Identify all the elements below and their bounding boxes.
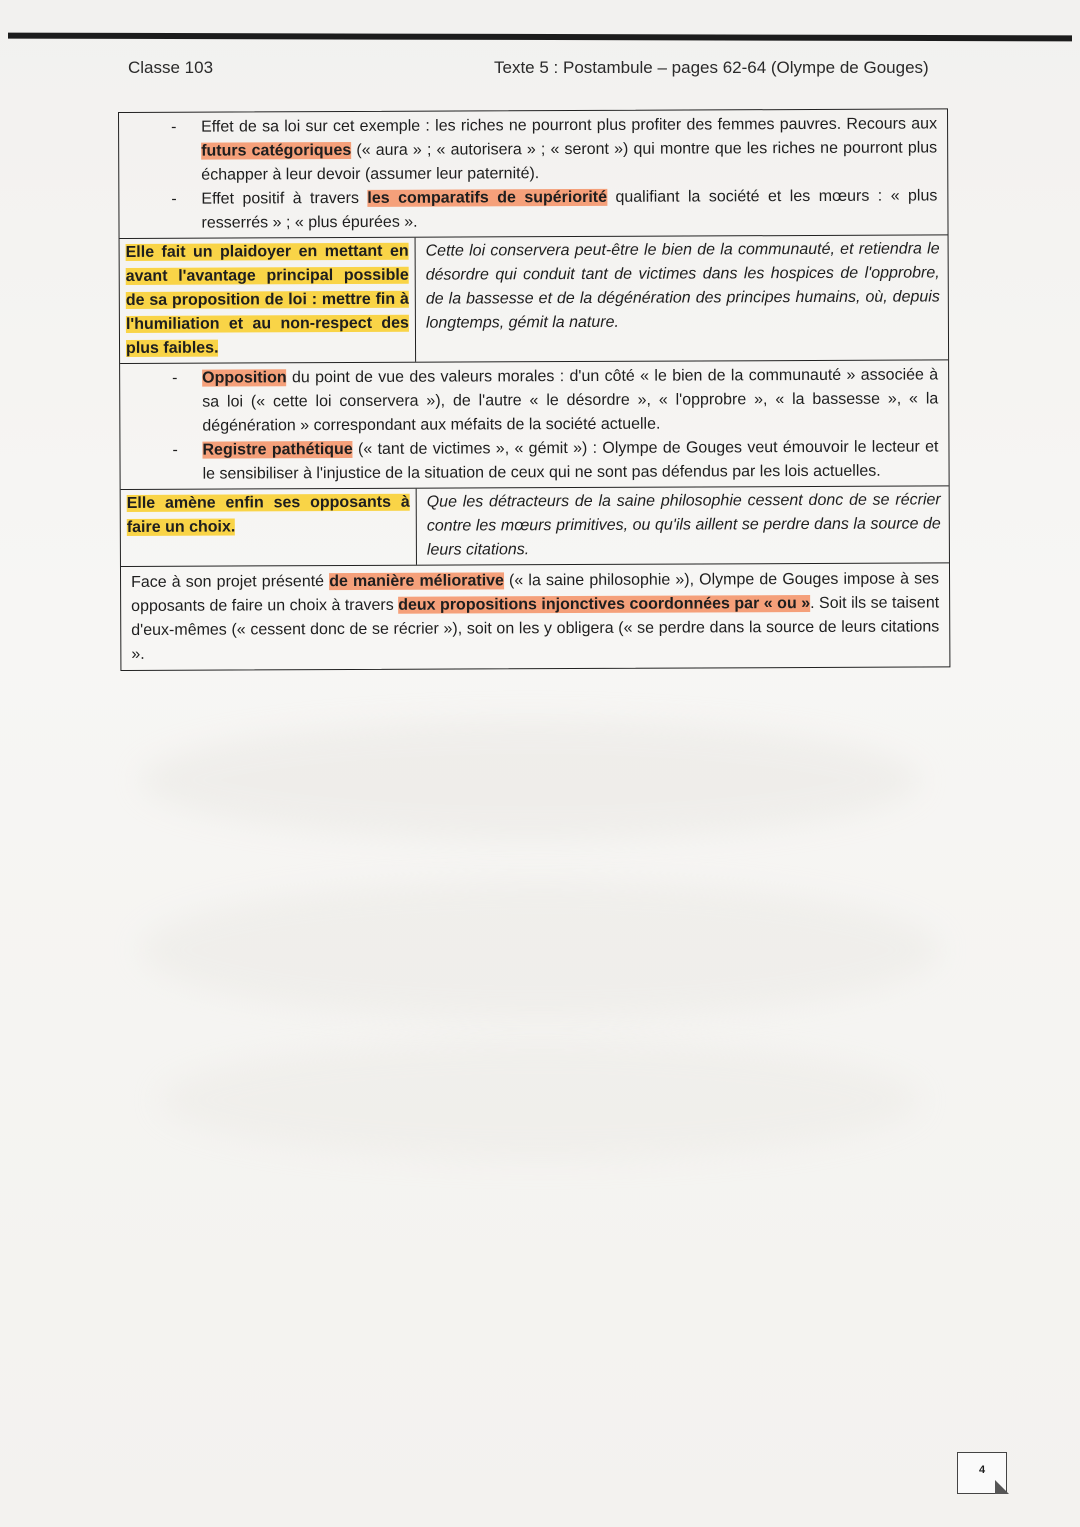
top-rule [8, 33, 1072, 42]
bullet-list [130, 363, 939, 487]
argument-cell [121, 489, 417, 566]
list-item [202, 363, 938, 438]
bleed-through-smudge [140, 720, 920, 840]
highlight-meliorative: de manière méliorative [329, 572, 504, 591]
text-run: (« aura » ; « autorisera » ; « seront ») qui montre que les riches ne pourront plus échapper à leur devoir (assumer leur paternité). [201, 139, 938, 184]
text-run: (« tant de victimes », « gémit ») : Olympe de Gouges veut émouvoir le lecteur et le sensibiliser à l'injustice de la situation de ceux qui ne sont pas défendus par les lois actuelles. [202, 438, 939, 483]
text-run: qualifiant la société et les mœurs : « plus resserrés » ; « plus épurées ». [201, 187, 938, 232]
highlight-opposition: Opposition [202, 369, 287, 387]
argument-text: Elle fait un plaidoyer en mettant en avant l'avantage principal possible de sa proposition de loi : mettre fin à l'humiliation et au non-respect des plus faibles. [125, 242, 409, 357]
quote-cell: Que les détracteurs de la saine philosophie cessent donc de se récrier contre les mœurs primitives, ou qu'ils aillent se perdre dans la source de leurs citations. [426, 491, 941, 559]
text-run: Effet de sa loi sur cet exemple : les riches ne pourront plus profiter des femmes pauvres. Recours aux [201, 115, 938, 136]
text-run: . Soit ils se taisent d'eux-mêmes (« cessent donc de se récrier »), soit on les y obligera (« se perdre dans la source de leurs citations ». [131, 594, 940, 663]
highlight-comparatifs: les comparatifs de supériorité [367, 188, 608, 207]
highlight-propositions: deux propositions injonctives coordonnées par « ou » [398, 594, 811, 614]
bullet-list [129, 112, 938, 236]
bleed-through-smudge [160, 1040, 920, 1160]
table-row [121, 485, 949, 566]
text-run: Effet positif à travers [201, 189, 368, 208]
argument-cell [120, 238, 417, 363]
argument-text: Elle amène enfin ses opposants à faire un choix. [126, 493, 410, 536]
class-label: Classe 103 [128, 58, 214, 77]
list-item [201, 112, 937, 187]
analysis-table [118, 108, 950, 671]
table-row [120, 234, 949, 363]
text-run: Face à son projet présenté [131, 573, 330, 591]
quote-cell: Cette loi conservera peut-être le bien de la communauté, et retiendra le désordre qui conduit tant de victimes dans les hospices de l'opprobre, de la bassesse et de la dégénération des principes humains, où, depuis longtemps, gémit la nature. [425, 240, 940, 332]
page-number: 4 [957, 1452, 1007, 1494]
highlight-registre: Registre pathétique [202, 440, 353, 459]
text-title: Texte 5 : Postambule – pages 62-64 (Olympe de Gouges) [494, 58, 929, 77]
text-run: (« la saine philosophie »), Olympe de Gouges impose à ses opposants de faire un choix à travers [131, 570, 940, 615]
table-row [121, 562, 949, 670]
highlight-futurs: futurs catégoriques [201, 141, 352, 160]
page-corner-fold [995, 1480, 1009, 1494]
text-run: du point de vue des valeurs morales : d'un côté « le bien de la communauté » associée à sa loi (« cette loi conservera »), de l'autre « le désordre », « l'opprobre », « la bassesse », « la dégénération » correspondant aux méfaits de la société actuelle. [202, 366, 939, 435]
bleed-through-smudge [140, 880, 940, 1020]
list-item [201, 184, 937, 235]
table-row [119, 109, 948, 238]
list-item [202, 435, 938, 486]
table-row [120, 359, 949, 489]
